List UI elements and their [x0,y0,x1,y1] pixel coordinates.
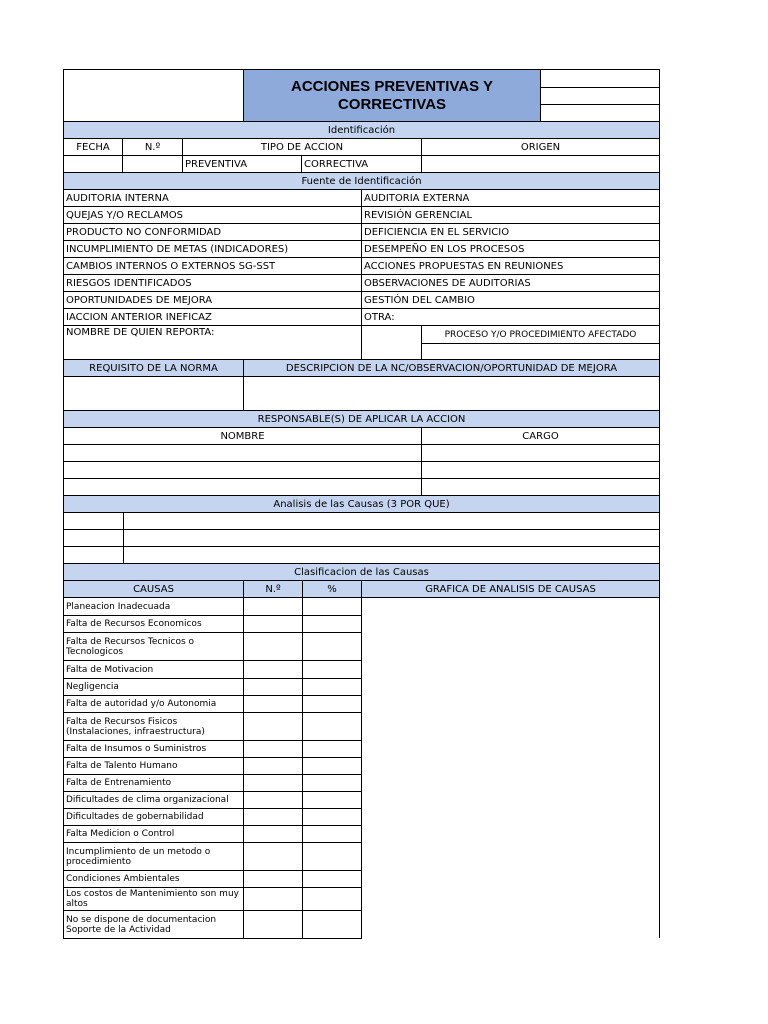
causa-label: Falta de Recursos Economicos [63,615,244,633]
nombre-header: NOMBRE [63,427,422,445]
fecha-label: FECHA [63,138,123,156]
causas-header: CAUSAS [63,580,244,598]
form-title [243,69,541,122]
grafica-area [361,597,660,938]
pct-header: % [302,580,362,598]
causa-numero[interactable] [243,695,303,713]
analisis-por-que-2[interactable] [63,529,124,547]
form-title-line1: ACCIONES PREVENTIVAS Y [291,77,493,95]
causa-label: Falta de Talento Humano [63,757,244,775]
code-cell-2[interactable] [540,87,660,105]
nombre-reporta-label[interactable]: NOMBRE DE QUIEN REPORTA: [63,325,362,360]
causa-numero[interactable] [243,791,303,809]
analisis-respuesta-2[interactable] [123,529,660,547]
fuente-item-right[interactable]: OTRA: [361,308,660,326]
requisito-value[interactable] [63,376,244,411]
requisito-header: REQUISITO DE LA NORMA [63,359,244,377]
causa-label: Los costos de Mantenimiento son muy altos [63,887,244,911]
section-analisis: Analisis de las Causas (3 POR QUE) [63,495,660,513]
causa-porcentaje[interactable] [302,887,362,911]
responsable-cargo-1[interactable] [421,444,660,462]
causa-porcentaje[interactable] [302,597,362,616]
analisis-respuesta-1[interactable] [123,512,660,530]
causa-numero[interactable] [243,678,303,696]
code-cell-1[interactable] [540,69,660,88]
section-identificacion: Identificación [63,121,660,139]
fuente-item-right[interactable]: GESTIÓN DEL CAMBIO [361,291,660,309]
proceso-afectado-label: PROCESO Y/O PROCEDIMIENTO AFECTADO [421,325,660,344]
tipo-accion-label: TIPO DE ACCION [182,138,422,156]
origen-label: ORIGEN [421,138,660,156]
num-header: N.º [243,580,303,598]
responsable-cargo-3[interactable] [421,478,660,496]
causa-porcentaje[interactable] [302,615,362,633]
preventiva-option[interactable]: PREVENTIVA [182,155,302,173]
causa-numero[interactable] [243,660,303,679]
causa-porcentaje[interactable] [302,774,362,792]
descripcion-value[interactable] [243,376,660,411]
causa-label: Falta de Insumos o Suministros [63,740,244,758]
causa-label: Incumplimiento de un metodo o procedimiento [63,842,244,871]
causa-label: Dificultades de clima organizacional [63,791,244,809]
fuente-item-right[interactable]: REVISIÓN GERENCIAL [361,206,660,224]
causa-label: Planeacion Inadecuada [63,597,244,616]
fuente-item-left[interactable]: AUDITORIA INTERNA [63,189,362,207]
grafica-header: GRAFICA DE ANALISIS DE CAUSAS [361,580,660,598]
form-title-line2: CORRECTIVAS [337,95,447,113]
causa-numero[interactable] [243,808,303,826]
causa-label: Falta de Recursos Fisicos (Instalaciones, infraestructura) [63,712,244,741]
causa-numero[interactable] [243,757,303,775]
causa-numero[interactable] [243,842,303,871]
causa-label: Negligencia [63,678,244,696]
causa-label: Dificultades de gobernabilidad [63,808,244,826]
causa-numero[interactable] [243,825,303,843]
causa-numero[interactable] [243,740,303,758]
responsable-nombre-2[interactable] [63,461,422,479]
fuente-item-left[interactable]: INCUMPLIMIENTO DE METAS (INDICADORES) [63,240,362,258]
causa-numero[interactable] [243,887,303,911]
causa-numero[interactable] [243,712,303,741]
causa-numero[interactable] [243,597,303,616]
section-fuente: Fuente de Identificación [63,172,660,190]
responsable-nombre-3[interactable] [63,478,422,496]
nombre-reporta-gap[interactable] [361,325,422,360]
causa-numero[interactable] [243,615,303,633]
fuente-item-left[interactable]: IACCION ANTERIOR INEFICAZ [63,308,362,326]
fuente-item-left[interactable]: RIESGOS IDENTIFICADOS [63,274,362,292]
causa-porcentaje[interactable] [302,910,362,939]
fuente-item-right[interactable]: DESEMPEÑO EN LOS PROCESOS [361,240,660,258]
causa-porcentaje[interactable] [302,808,362,826]
causa-porcentaje[interactable] [302,632,362,661]
causa-label: Falta de Entrenamiento [63,774,244,792]
causa-porcentaje[interactable] [302,791,362,809]
causa-numero[interactable] [243,870,303,888]
causa-porcentaje[interactable] [302,740,362,758]
fuente-item-right[interactable]: OBSERVACIONES DE AUDITORIAS [361,274,660,292]
causa-label: No se dispone de documentacion Soporte de la Actividad [63,910,244,939]
causa-porcentaje[interactable] [302,660,362,679]
section-clasificacion: Clasificacion de las Causas [63,563,660,581]
causa-numero[interactable] [243,910,303,939]
fuente-item-left[interactable]: CAMBIOS INTERNOS O EXTERNOS SG-SST [63,257,362,275]
fuente-item-left[interactable]: PRODUCTO NO CONFORMIDAD [63,223,362,241]
analisis-por-que-3[interactable] [63,546,124,564]
correctiva-option[interactable]: CORRECTIVA [301,155,422,173]
causa-porcentaje[interactable] [302,678,362,696]
analisis-respuesta-3[interactable] [123,546,660,564]
fuente-item-right[interactable]: AUDITORIA EXTERNA [361,189,660,207]
code-cell-3[interactable] [540,104,660,122]
fuente-item-right[interactable]: ACCIONES PROPUESTAS EN REUNIONES [361,257,660,275]
fecha-value[interactable] [63,155,123,173]
logo-cell [63,69,244,122]
causa-numero[interactable] [243,632,303,661]
proceso-afectado-value[interactable] [421,343,660,360]
causa-label: Falta de autoridad y/o Autonomia [63,695,244,713]
responsable-cargo-2[interactable] [421,461,660,479]
causa-porcentaje[interactable] [302,825,362,843]
fuente-item-left[interactable]: QUEJAS Y/O RECLAMOS [63,206,362,224]
numero-label: N.º [122,138,183,156]
cargo-header: CARGO [421,427,660,445]
causa-label: Condiciones Ambientales [63,870,244,888]
causa-label: Falta de Motivacion [63,660,244,679]
causa-label: Falta Medicion o Control [63,825,244,843]
origen-value[interactable] [421,155,660,173]
fuente-item-right[interactable]: DEFICIENCIA EN EL SERVICIO [361,223,660,241]
causa-porcentaje[interactable] [302,870,362,888]
causa-numero[interactable] [243,774,303,792]
fuente-item-left[interactable]: OPORTUNIDADES DE MEJORA [63,291,362,309]
causa-label: Falta de Recursos Tecnicos o Tecnologicos [63,632,244,661]
causa-porcentaje[interactable] [302,695,362,713]
section-responsables: RESPONSABLE(S) DE APLICAR LA ACCION [63,410,660,428]
causa-porcentaje[interactable] [302,757,362,775]
causa-porcentaje[interactable] [302,712,362,741]
responsable-nombre-1[interactable] [63,444,422,462]
analisis-por-que-1[interactable] [63,512,124,530]
descripcion-header: DESCRIPCION DE LA NC/OBSERVACION/OPORTUNIDAD DE MEJORA [243,359,660,377]
numero-value[interactable] [122,155,183,173]
causa-porcentaje[interactable] [302,842,362,871]
